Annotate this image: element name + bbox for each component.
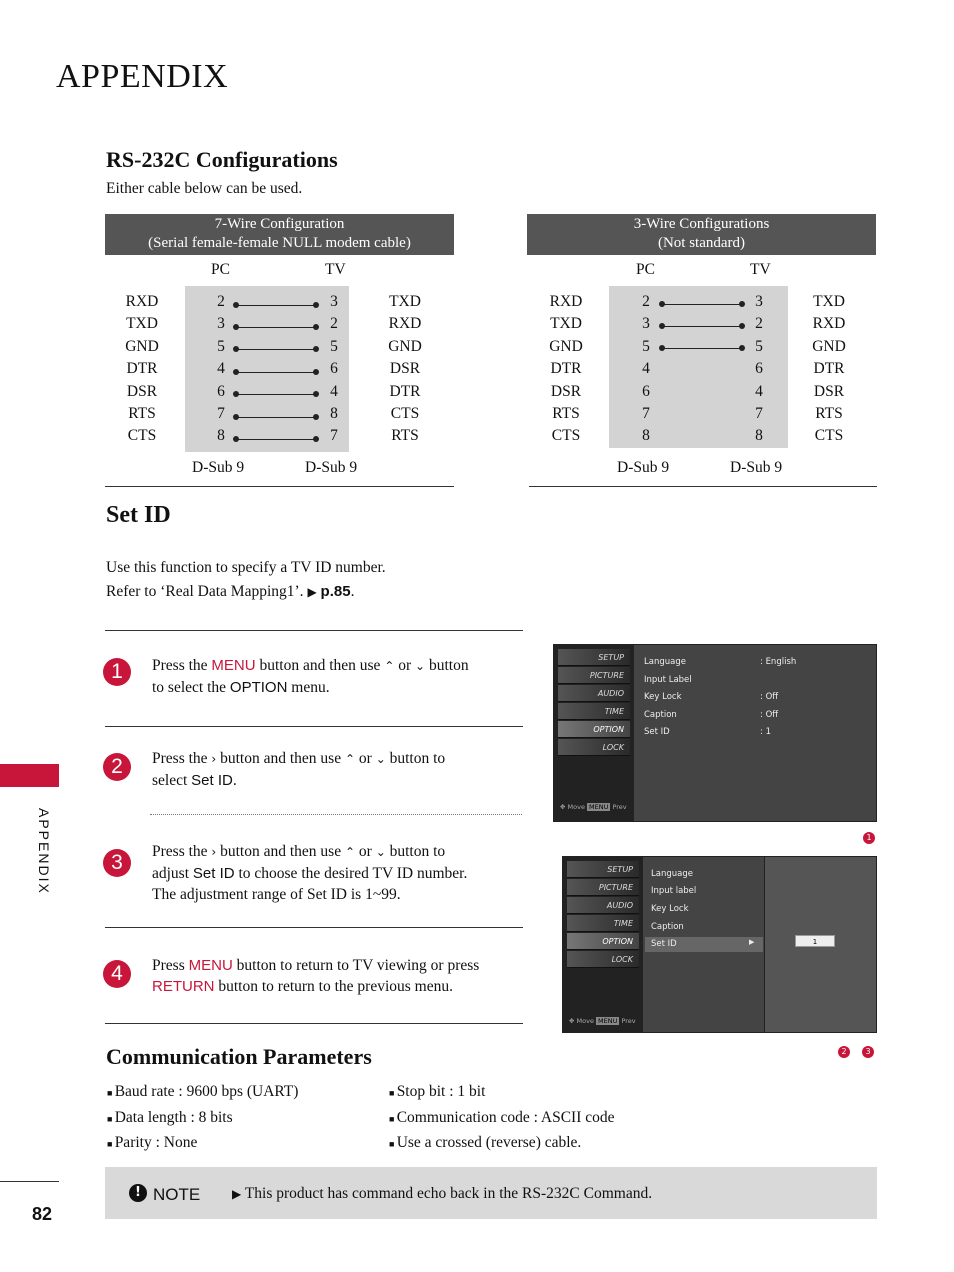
pin: 4 [330, 382, 338, 400]
menu-item-setup: SETUP [558, 649, 630, 666]
up-arrow-icon: ⌃ [344, 752, 356, 766]
signal: CTS [551, 427, 581, 445]
signal: GND [125, 337, 159, 355]
menu-row-label: Input label [651, 886, 697, 896]
menu-foot [569, 1017, 636, 1025]
pin: 3 [217, 315, 225, 333]
signal: RTS [128, 405, 156, 423]
pin: 4 [755, 382, 763, 400]
setid-intro-line1: Use this function to specify a TV ID number. [106, 559, 386, 576]
menu-item-option: OPTION [567, 933, 639, 950]
list-item: ■ Use a crossed (reverse) cable. [389, 1134, 582, 1151]
down-arrow-icon: ⌄ [375, 752, 386, 766]
option-key: OPTION [229, 679, 288, 696]
step-text-part: button to return to the previous menu. [214, 978, 453, 995]
pin: 6 [755, 360, 763, 378]
pin: 5 [330, 337, 338, 355]
signal: DTR [813, 360, 845, 378]
pin: 7 [642, 405, 650, 423]
signal: RXD [388, 315, 422, 333]
pin: 6 [642, 382, 650, 400]
menu-row-label: Language [644, 657, 686, 667]
menu-key: MENU [188, 957, 233, 974]
signal: DSR [126, 382, 158, 400]
step-text-part: Press the [152, 843, 212, 860]
step-text-part: select [152, 772, 192, 789]
signal: GND [549, 337, 583, 355]
signal: DTR [550, 360, 582, 378]
step-text-part: button and then use [216, 843, 345, 860]
rs232-intro: Either cable below can be used. [106, 180, 303, 197]
signal: TXD [126, 315, 158, 333]
menu-item-lock: LOCK [558, 739, 630, 756]
pin: 7 [755, 405, 763, 423]
comm-right-list [389, 1080, 615, 1157]
signal: RXD [125, 293, 159, 310]
three-wire-header [527, 214, 876, 255]
menu-item-picture: PICTURE [567, 879, 639, 896]
pin: 5 [217, 337, 225, 355]
seven-wire-header-line1: 7-Wire Configuration [214, 216, 345, 232]
pin: 5 [755, 337, 763, 355]
pin: 8 [755, 427, 763, 445]
list-item-text: Parity : None [114, 1134, 198, 1151]
menu-row-label: Set ID [644, 727, 670, 737]
down-arrow-icon: ⌄ [375, 845, 386, 859]
menu-item-lock: LOCK [567, 951, 639, 968]
seven-pin-block [185, 286, 349, 452]
signal: TXD [813, 293, 845, 310]
seven-footer-right: D-Sub 9 [305, 459, 358, 476]
seven-tv-label: TV [325, 261, 346, 278]
menu-row-label: Set ID [651, 939, 677, 949]
step-3-text [152, 841, 522, 905]
step-text-part: to choose the desired TV ID number. [234, 865, 468, 882]
signal: GND [812, 337, 846, 355]
dotted-divider [150, 814, 522, 815]
signal: TXD [550, 315, 582, 333]
right-arrow-icon: › [211, 752, 217, 766]
list-item: ■ Communication code : ASCII code [389, 1108, 615, 1126]
page-title: APPENDIX [56, 58, 229, 95]
up-arrow-icon: ⌃ [384, 659, 395, 673]
step-4-text [152, 955, 522, 997]
step-3-badge: 3 [103, 849, 131, 877]
list-item-text: Data length : 8 bits [114, 1108, 233, 1126]
three-footer-right: D-Sub 9 [730, 459, 783, 476]
down-arrow-icon: ⌄ [415, 659, 426, 673]
menu-row-value: : English [760, 657, 797, 667]
step-text-part: Press the [152, 750, 212, 767]
seven-right-signals [381, 291, 429, 448]
list-item-text: Use a crossed (reverse) cable. [396, 1134, 582, 1151]
step-1-text [152, 655, 522, 698]
menu-item-audio: AUDIO [558, 685, 630, 702]
foot-prev: Prev [612, 803, 627, 811]
menu-row-label: Caption [644, 710, 677, 720]
signal: DSR [389, 360, 421, 378]
step-text-part: or [355, 843, 376, 860]
menu-item-setup: SETUP [567, 861, 639, 878]
three-wire-header-line1: 3-Wire Configurations [633, 216, 770, 232]
menu-item-audio: AUDIO [567, 897, 639, 914]
menu-row-value: : 1 [760, 727, 771, 737]
list-item: ■ Baud rate : 9600 bps (UART) [107, 1083, 299, 1100]
foot-menu: MENU [598, 1017, 618, 1025]
list-item-text: Communication code : ASCII code [396, 1108, 615, 1126]
exclamation-icon: ! [129, 1184, 147, 1202]
three-footer-left: D-Sub 9 [617, 459, 670, 476]
seven-wire-header [105, 214, 454, 255]
menu-row-label: Key Lock [651, 904, 689, 914]
signal: TXD [389, 293, 421, 310]
step-2-text [152, 748, 522, 791]
page-number: 82 [32, 1204, 53, 1224]
signal: GND [388, 337, 422, 355]
pin: 7 [217, 405, 225, 423]
step-2-badge: 2 [103, 753, 131, 781]
note-label: NOTE [153, 1185, 201, 1204]
three-left-signals [542, 291, 590, 448]
pin: 8 [642, 427, 650, 445]
pin: 5 [642, 337, 650, 355]
move-icon: ✥ [560, 803, 566, 811]
signal: RTS [391, 427, 419, 445]
menu-row-label: Language [651, 869, 693, 879]
foot-move: Move [567, 803, 585, 811]
step-text-part: Press [152, 957, 189, 974]
pin: 2 [217, 293, 225, 310]
signal: CTS [127, 427, 157, 445]
step-text-part: Press the [152, 657, 212, 674]
seven-tv-pins [326, 291, 342, 448]
menu-item-picture: PICTURE [558, 667, 630, 684]
screenshot-2-badge-a: 2 [838, 1046, 850, 1058]
menu-item-time: TIME [567, 915, 639, 932]
list-item-text: Stop bit : 1 bit [396, 1083, 486, 1100]
three-tv-pins [751, 291, 767, 448]
menu-sidebar [554, 645, 634, 821]
signal: DSR [813, 382, 845, 400]
note-text-content: This product has command echo back in the RS-232C Command. [244, 1185, 653, 1202]
pin: 4 [642, 360, 650, 378]
three-right-signals [805, 291, 853, 448]
pin: 6 [330, 360, 338, 378]
note-text [232, 1185, 652, 1203]
setid-intro-ref: p.85 [320, 583, 351, 600]
menu-foot [560, 803, 627, 811]
signal: RTS [815, 405, 843, 423]
menu-key: MENU [211, 657, 256, 674]
seven-pc-label: PC [211, 261, 230, 278]
setid-menu-screenshot [562, 856, 877, 1033]
foot-prev: Prev [621, 1017, 636, 1025]
signal: RXD [549, 293, 583, 310]
play-right-icon: ▶ [749, 938, 755, 946]
menu-row-label: Key Lock [644, 692, 682, 702]
pin: 8 [217, 427, 225, 445]
pin: 3 [755, 293, 763, 310]
setid-intro-line2: Refer to ‘Real Data Mapping1’. ▶ p.85. [106, 583, 355, 600]
step-text-part: . [232, 772, 237, 789]
side-tab-marker [0, 764, 59, 787]
setid-key: Set ID [191, 772, 233, 789]
step-text-part: button and then use [216, 750, 345, 767]
step-text-part: button to [385, 750, 446, 767]
menu-row-label: Caption [651, 922, 684, 932]
side-label: APPENDIX [36, 808, 52, 895]
pin: 7 [330, 427, 338, 445]
seven-pc-pins [213, 291, 229, 448]
foot-move: Move [576, 1017, 594, 1025]
pin: 2 [755, 315, 763, 333]
menu-item-time: TIME [558, 703, 630, 720]
pin: 6 [217, 382, 225, 400]
pin: 2 [330, 315, 338, 333]
comm-heading: Communication Parameters [106, 1044, 372, 1069]
move-icon: ✥ [569, 1017, 575, 1025]
step-4-badge: 4 [103, 960, 131, 988]
list-item-text: Baud rate : 9600 bps (UART) [114, 1083, 299, 1100]
setid-heading: Set ID [106, 502, 171, 528]
step-text-part: to select the [152, 679, 230, 696]
setid-key: Set ID [192, 865, 235, 882]
three-pc-pins [638, 291, 654, 448]
list-item: ■ Stop bit : 1 bit [389, 1083, 486, 1100]
step-1-badge: 1 [103, 658, 131, 686]
foot-menu: MENU [589, 803, 609, 811]
screenshot-1-badge: 1 [863, 832, 875, 844]
list-item: ■ Data length : 8 bits [107, 1108, 233, 1126]
menu-item-option: OPTION [558, 721, 630, 738]
step-text-part: button [425, 657, 469, 674]
signal: DTR [126, 360, 158, 378]
step-text-part: or [355, 750, 376, 767]
signal: DSR [550, 382, 582, 400]
signal: DTR [389, 382, 421, 400]
menu-row-value: : Off [760, 692, 779, 702]
triangle-right-icon: ▶ [307, 585, 317, 599]
step-text-part: button to return to TV viewing or press [232, 957, 480, 974]
step-text-part: The adjustment range of Set ID is 1~99. [152, 886, 401, 903]
return-key: RETURN [152, 978, 215, 995]
step-text-part: button to [385, 843, 446, 860]
screenshot-2-badge-b: 3 [862, 1046, 874, 1058]
pin: 4 [217, 360, 225, 378]
menu-sidebar [563, 857, 643, 1032]
signal: RXD [812, 315, 846, 333]
signal: CTS [814, 427, 844, 445]
triangle-right-icon: ▶ [232, 1187, 242, 1201]
menu-row-value: : Off [760, 710, 779, 720]
menu-row-label: Input Label [644, 675, 692, 685]
step-text-part: button and then use [255, 657, 381, 674]
signal: CTS [390, 405, 420, 423]
comm-left-list [107, 1080, 298, 1157]
step-text-part: adjust [152, 865, 193, 882]
pin: 2 [642, 293, 650, 310]
right-arrow-icon: › [211, 845, 217, 859]
option-menu-screenshot [553, 644, 877, 822]
up-arrow-icon: ⌃ [344, 845, 356, 859]
three-tv-label: TV [750, 261, 771, 278]
pin: 3 [330, 293, 338, 310]
three-pc-label: PC [636, 261, 655, 278]
signal: RTS [552, 405, 580, 423]
pin: 3 [642, 315, 650, 333]
seven-wire-header-line2: (Serial female-female NULL modem cable) [148, 235, 411, 251]
list-item: ■ Parity : None [107, 1134, 198, 1151]
step-text-part: menu. [287, 679, 330, 696]
seven-left-signals [118, 291, 166, 448]
pin: 8 [330, 405, 338, 423]
setid-value-box[interactable]: 1 [795, 935, 835, 947]
rs232-heading: RS-232C Configurations [106, 147, 338, 172]
seven-footer-left: D-Sub 9 [192, 459, 245, 476]
setid-intro-text: Refer to ‘Real Data Mapping1’. [106, 583, 304, 600]
step-text-part: or [394, 657, 416, 674]
three-wire-header-line2: (Not standard) [657, 235, 746, 251]
